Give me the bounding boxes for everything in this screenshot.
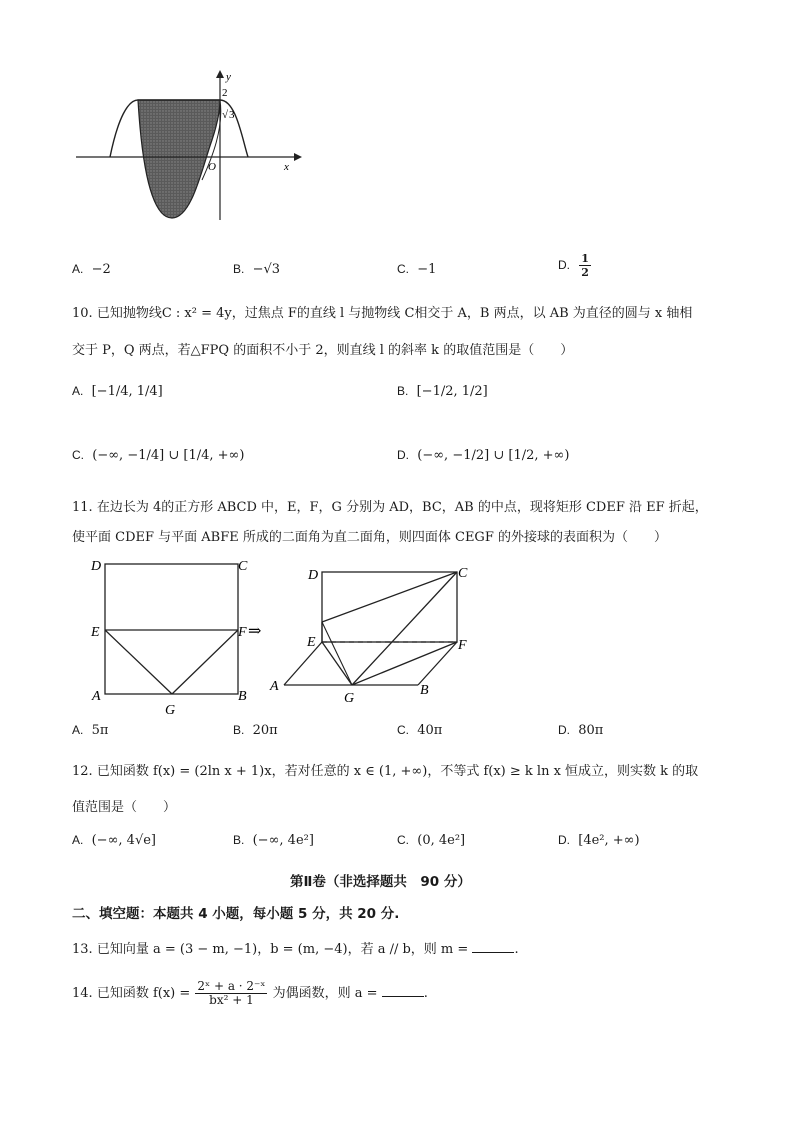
x-axis-arrow bbox=[294, 153, 302, 161]
option-letter: B. bbox=[233, 833, 245, 847]
label-c: C bbox=[238, 559, 248, 574]
option-text: (−∞, 4√e] bbox=[91, 833, 156, 848]
option-letter: C. bbox=[397, 262, 409, 276]
shaded-region bbox=[138, 100, 220, 218]
tick-label-sqrt3: 3 bbox=[229, 109, 235, 121]
folding-figure bbox=[88, 552, 478, 717]
option-text: −1 bbox=[417, 262, 437, 277]
answer-blank[interactable] bbox=[382, 984, 424, 997]
q11-line-2 bbox=[72, 526, 667, 545]
q12-option-d[interactable] bbox=[558, 833, 640, 848]
label-a: A bbox=[92, 689, 101, 704]
option-text: (−∞, −1/2] ∪ [1/2, +∞) bbox=[417, 448, 570, 463]
fold-arrow: ⇒ bbox=[248, 623, 262, 640]
question-text-prefix: 已知函数 f(x) = bbox=[96, 986, 191, 1001]
fraction: $\frac{1}{2}$ bbox=[581, 252, 589, 279]
label-d-3d: D bbox=[308, 568, 319, 583]
segment-eg bbox=[105, 630, 172, 694]
y-axis-label: y bbox=[226, 71, 231, 83]
period: . bbox=[514, 942, 519, 957]
question-text: 使平面 CDEF 与平面 ABFE 所成的二面角为直二面角，则四面体 CEGF 的外接球的表面积为（ ） bbox=[72, 530, 667, 545]
option-text: [4e², +∞) bbox=[578, 833, 640, 848]
option-letter: A. bbox=[72, 384, 84, 398]
answer-blank[interactable] bbox=[472, 940, 514, 953]
option-text: −2 bbox=[91, 262, 111, 277]
segment-bf bbox=[418, 642, 457, 685]
q10-option-b[interactable] bbox=[397, 384, 488, 399]
question-text: 在边长为 4的正方形 ABCD 中，E，F，G 分别为 AD，BC，AB 的中点，现将矩形 CDEF 沿 EF 折起， bbox=[96, 500, 708, 515]
label-g: G bbox=[165, 703, 176, 717]
label-c-3d: C bbox=[458, 566, 468, 581]
question-text: 已知向量 a = (3 − m, −1)，b = (m, −4)，若 a // b，则 m = bbox=[96, 942, 469, 957]
q9-option-d[interactable] bbox=[558, 252, 592, 279]
option-letter: C. bbox=[397, 833, 409, 847]
option-letter: B. bbox=[397, 384, 409, 398]
option-letter: D. bbox=[558, 723, 570, 737]
question-text: 已知函数 f(x) = (2ln x + 1)x，若对任意的 x ∈ (1, +∞)，不等式 f(x) ≥ k ln x 恒成立，则实数 k 的取 bbox=[96, 764, 699, 779]
label-b: B bbox=[238, 689, 247, 704]
segment-ce bbox=[322, 572, 457, 622]
question-number: 13. bbox=[72, 942, 93, 957]
segment-e-top-g bbox=[322, 622, 352, 685]
q11-option-b[interactable] bbox=[233, 723, 278, 738]
question-number: 10. bbox=[72, 306, 93, 321]
question-text: 已知抛物线C : x² = 4y，过焦点 F的直线 l 与抛物线 C相交于 A，B 两点，以 AB 为直径的圆与 x 轴相 bbox=[96, 306, 693, 321]
label-f-3d: F bbox=[458, 638, 467, 653]
q12-line-2 bbox=[72, 796, 176, 815]
option-text: (0, 4e²] bbox=[417, 833, 466, 848]
q12-option-c[interactable] bbox=[397, 833, 465, 848]
label-d: D bbox=[91, 559, 102, 574]
q10-option-a[interactable] bbox=[72, 384, 163, 399]
fraction-numerator: 2ˣ + a · 2⁻ˣ bbox=[197, 979, 266, 993]
q12-line-1 bbox=[72, 760, 698, 779]
segment-fg bbox=[172, 630, 238, 694]
y-axis-arrow bbox=[216, 70, 224, 78]
function-graph bbox=[72, 68, 302, 228]
question-number: 12. bbox=[72, 764, 93, 779]
option-text: [−1/4, 1/4] bbox=[91, 384, 163, 399]
q12-option-b[interactable] bbox=[233, 833, 314, 848]
option-text: −√3 bbox=[252, 262, 281, 277]
segment-eg-3d bbox=[322, 642, 352, 685]
x-axis-label: x bbox=[284, 161, 289, 173]
option-text: 80π bbox=[578, 723, 604, 738]
q14-line bbox=[72, 980, 428, 1007]
option-letter: C. bbox=[397, 723, 409, 737]
q10-option-d[interactable] bbox=[397, 448, 569, 463]
label-f: F bbox=[238, 625, 247, 640]
question-number: 14. bbox=[72, 986, 93, 1001]
sqrt-symbol: √ bbox=[222, 109, 229, 121]
option-letter: B. bbox=[233, 723, 245, 737]
option-letter: D. bbox=[397, 448, 409, 462]
square-abcd bbox=[105, 564, 238, 694]
option-letter: D. bbox=[558, 833, 570, 847]
part-2-heading: 二、填空题：本题共 4 小题，每小题 5 分，共 20 分. bbox=[72, 906, 400, 922]
option-letter: D. bbox=[558, 258, 570, 272]
option-letter: B. bbox=[233, 262, 245, 276]
segment-cg bbox=[352, 572, 457, 685]
label-g-3d: G bbox=[344, 691, 355, 706]
option-text: 40π bbox=[417, 723, 443, 738]
q9-option-b[interactable] bbox=[233, 262, 280, 277]
q10-line-2 bbox=[72, 339, 573, 358]
option-text: [−1/2, 1/2] bbox=[416, 384, 488, 399]
vertical-face-cdef bbox=[322, 572, 457, 642]
label-e-3d: E bbox=[307, 635, 316, 650]
q12-option-a[interactable] bbox=[72, 833, 156, 848]
function-fraction bbox=[195, 980, 267, 1007]
q10-line-1 bbox=[72, 302, 692, 321]
option-text: (−∞, −1/4] ∪ [1/4, +∞) bbox=[92, 448, 245, 463]
q9-option-c[interactable] bbox=[397, 262, 436, 277]
segment-gf bbox=[352, 642, 457, 685]
option-letter: C. bbox=[72, 448, 84, 462]
option-letter: A. bbox=[72, 262, 84, 276]
q10-option-c[interactable] bbox=[72, 448, 244, 463]
option-text: (−∞, 4e²] bbox=[252, 833, 314, 848]
origin-label: O bbox=[208, 161, 216, 173]
period: . bbox=[423, 986, 428, 1001]
tick-label-2: 2 bbox=[222, 87, 228, 99]
label-a-3d: A bbox=[270, 679, 279, 694]
label-e: E bbox=[91, 625, 100, 640]
fraction-denominator: bx² + 1 bbox=[209, 993, 254, 1007]
q11-line-1 bbox=[72, 496, 708, 515]
segment-ae bbox=[284, 642, 322, 685]
question-text: 交于 P，Q 两点，若△FPQ 的面积不小于 2，则直线 l 的斜率 k 的取值范围是（ ） bbox=[72, 343, 574, 358]
option-letter: A. bbox=[72, 723, 84, 737]
question-text-suffix: 为偶函数，则 a = bbox=[272, 986, 378, 1001]
label-b-3d: B bbox=[420, 683, 429, 698]
option-letter: A. bbox=[72, 833, 84, 847]
question-text: 值范围是（ ） bbox=[72, 800, 177, 815]
q9-option-a[interactable] bbox=[72, 262, 111, 277]
question-number: 11. bbox=[72, 500, 93, 515]
q13-line bbox=[72, 938, 519, 957]
q11-option-c[interactable] bbox=[397, 723, 442, 738]
q11-option-d[interactable] bbox=[558, 723, 603, 738]
q11-option-a[interactable] bbox=[72, 723, 108, 738]
option-text: 20π bbox=[252, 723, 278, 738]
section-2-title: 第Ⅱ卷（非选择题共 90 分） bbox=[290, 874, 471, 890]
option-text: 5π bbox=[91, 723, 109, 738]
